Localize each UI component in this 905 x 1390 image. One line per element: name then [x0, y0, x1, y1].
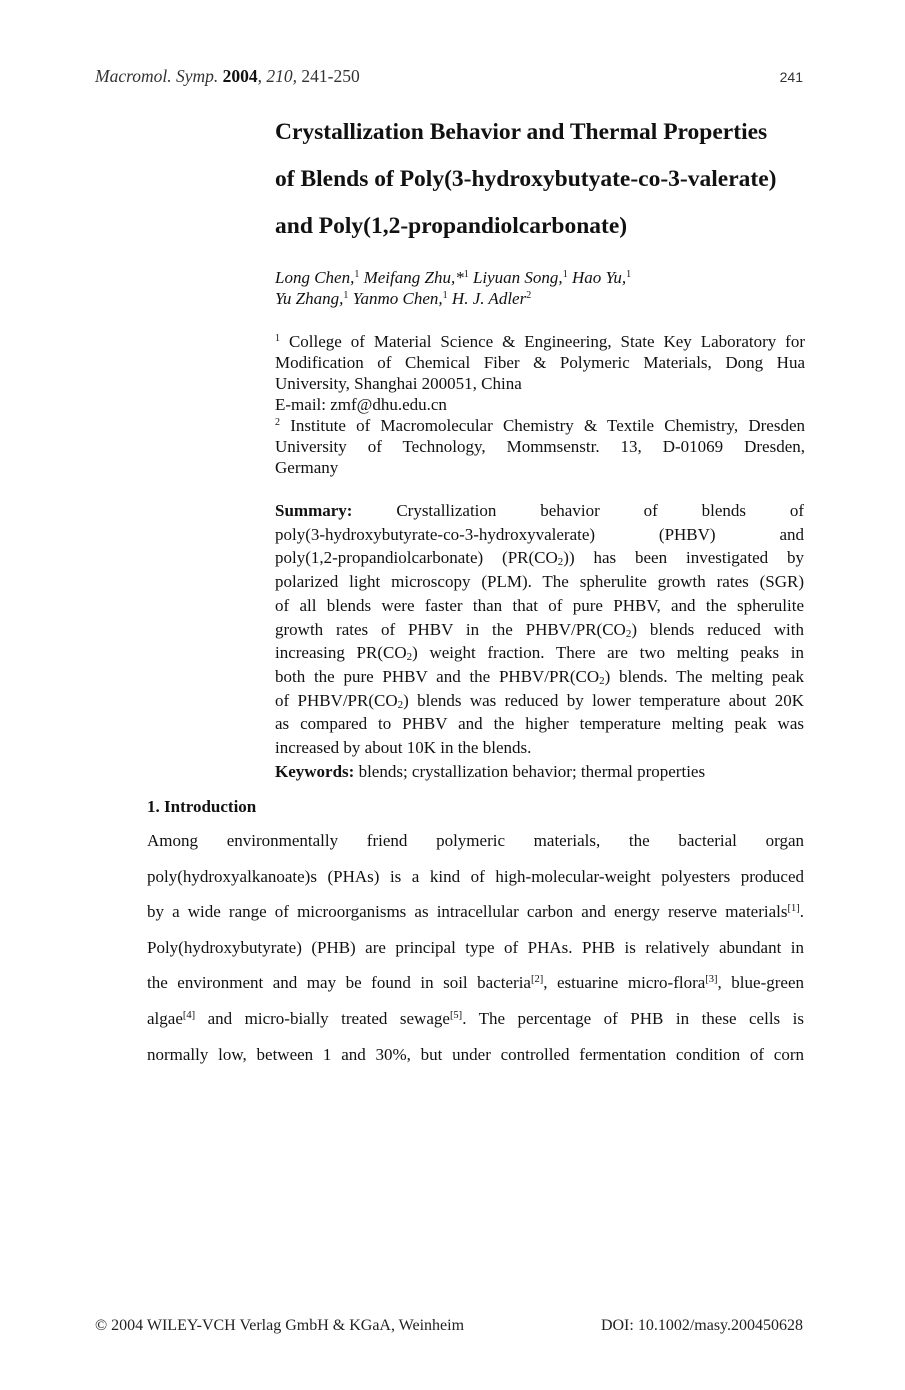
title-line: and Poly(1,2-propandiolcarbonate): [275, 213, 628, 239]
subscript: 2: [557, 556, 564, 569]
subscript: 2: [599, 674, 605, 687]
author-affiliation-mark: 1: [562, 269, 568, 280]
affiliation-2-line: [275, 415, 805, 436]
journal-name: Macromol. Symp.: [95, 66, 219, 86]
abstract-text: growth rates of PHBV in the PHBV/PR(CO: [275, 619, 626, 639]
abstract-line: of all blends were faster than that of pure PHBV, and the spherulite: [275, 595, 804, 615]
keywords-text: blends; crystallization behavior; thermal properties: [358, 761, 706, 781]
copyright-notice: © 2004 WILEY-VCH Verlag GmbH & KGaA, Weinheim: [95, 1317, 465, 1334]
page-number: 241: [779, 69, 803, 85]
author-affiliation-mark: 1: [343, 290, 349, 301]
body-text: by a wide range of microorganisms as intracellular carbon and energy reserve materials: [147, 902, 788, 922]
affiliation-1-line: University, Shanghai 200051, China: [275, 374, 522, 393]
author-name: Meifang Zhu,*: [363, 268, 464, 287]
abstract-line: increased by about 10K in the blends.: [275, 738, 532, 758]
abstract-line: [275, 618, 804, 642]
body-text: and micro-bially treated sewage: [195, 1008, 450, 1028]
abstract-line: [275, 499, 804, 523]
keywords-label: Keywords:: [275, 761, 355, 781]
author-name: Yanmo Chen,: [352, 289, 443, 308]
abstract-text: ) blends. The melting peak: [604, 666, 804, 686]
abstract-text: ) blends reduced with: [631, 619, 804, 639]
paper-title: [275, 109, 805, 250]
citation-ref[interactable]: [5]: [449, 1009, 463, 1021]
introduction-body: [147, 823, 804, 1072]
citation-ref[interactable]: [4]: [182, 1009, 196, 1021]
doi[interactable]: DOI: 10.1002/masy.200450628: [600, 1317, 803, 1334]
affiliation-number: 1: [275, 333, 280, 344]
abstract-text: ) weight fraction. There are two melting peaks in: [412, 643, 804, 663]
abstract-line: [275, 689, 804, 713]
body-line: [147, 965, 804, 1001]
body-line: [147, 894, 804, 930]
abstract-text: Crystallization behavior of blends of: [396, 501, 804, 520]
affiliation-2-line: Germany: [275, 458, 339, 477]
email: E-mail: zmf@dhu.edu.cn: [275, 395, 447, 414]
abstract-line: [275, 641, 804, 665]
author-affiliation-mark: 2: [526, 290, 532, 301]
abstract-text: both the pure PHBV and the PHBV/PR(CO: [275, 666, 600, 686]
body-text: , blue-green: [717, 973, 804, 993]
affiliation-1-line: Modification of Chemical Fiber & Polymeric Materials, Dong Hua: [275, 353, 805, 372]
journal-pages: 241-250: [301, 66, 360, 86]
affiliation-2-line: University of Technology, Mommsenstr. 13, D-01069 Dresden,: [275, 437, 805, 456]
author-list: [275, 267, 815, 309]
citation-ref[interactable]: [2]: [530, 974, 544, 986]
abstract-text: )) has been investigated by: [563, 548, 804, 568]
body-text: . The percentage of PHB in these cells is: [462, 1008, 804, 1028]
body-text: the environment and may be found in soil bacteria: [147, 973, 531, 993]
title-line: Crystallization Behavior and Thermal Properties: [275, 119, 768, 145]
journal-citation: Macromol. Symp. 2004, 210, 241-250: [95, 66, 360, 86]
title-line: of Blends of Poly(3-hydroxybutyate-co-3-valerate): [275, 166, 777, 192]
affiliations: [275, 331, 805, 478]
abstract-line: [275, 665, 804, 689]
affiliation-number: 2: [275, 417, 280, 428]
body-line: normally low, between 1 and 30%, but under controlled fermentation condition of corn: [147, 1044, 804, 1064]
body-line: Poly(hydroxybutyrate) (PHB) are principal type of PHAs. PHB is relatively abundant in: [147, 937, 804, 957]
affiliation-1-line: [275, 331, 805, 352]
author-affiliation-mark: 1: [442, 290, 448, 301]
body-line: Among environmentally friend polymeric materials, the bacterial organ: [147, 831, 804, 850]
abstract: [275, 499, 804, 783]
subscript: 2: [397, 698, 404, 711]
author-name: Long Chen,: [275, 268, 355, 287]
body-text: algae: [147, 1008, 183, 1028]
author-affiliation-mark: 1: [626, 269, 632, 280]
author-affiliation-mark: 1: [354, 269, 360, 280]
journal-volume: 210,: [266, 66, 298, 86]
abstract-text: poly(1,2-propandiolcarbonate) (PR(CO: [275, 548, 558, 568]
abstract-line: polarized light microscopy (PLM). The spherulite growth rates (SGR): [275, 572, 804, 592]
author-affiliation-mark: 1: [463, 269, 469, 280]
keywords-line: [275, 760, 804, 784]
author-name: H. J. Adler: [451, 289, 527, 308]
author-name: Hao Yu,: [571, 268, 627, 287]
body-text: , estuarine micro-flora: [543, 973, 706, 993]
citation-ref[interactable]: [3]: [705, 974, 718, 986]
abstract-line: poly(3-hydroxybutyrate-co-3-hydroxyvalerate) (PHBV) and: [275, 524, 804, 544]
abstract-text: increasing PR(CO: [275, 643, 407, 663]
journal-year: 2004: [222, 66, 258, 86]
abstract-line: [275, 546, 804, 570]
author-name: Yu Zhang,: [275, 289, 344, 308]
affiliation-text: College of Material Science & Engineering, State Key Laboratory for: [288, 332, 805, 351]
summary-label: Summary:: [275, 501, 353, 520]
affiliation-text: Institute of Macromolecular Chemistry & Textile Chemistry, Dresden: [290, 416, 805, 435]
abstract-text: ) blends was reduced by lower temperature about 20K: [403, 690, 804, 710]
author-name: Liyuan Song,: [472, 268, 563, 287]
section-heading: 1. Introduction: [147, 797, 257, 816]
abstract-line: as compared to PHBV and the higher temperature melting peak was: [275, 714, 804, 734]
body-line: [147, 1001, 804, 1037]
body-line: poly(hydroxyalkanoate)s (PHAs) is a kind of high-molecular-weight polyesters produced: [147, 866, 804, 886]
body-text: .: [799, 902, 804, 922]
abstract-text: of PHBV/PR(CO: [275, 690, 398, 710]
citation-ref[interactable]: [1]: [787, 903, 800, 915]
subscript: 2: [625, 627, 632, 640]
subscript: 2: [406, 651, 413, 664]
